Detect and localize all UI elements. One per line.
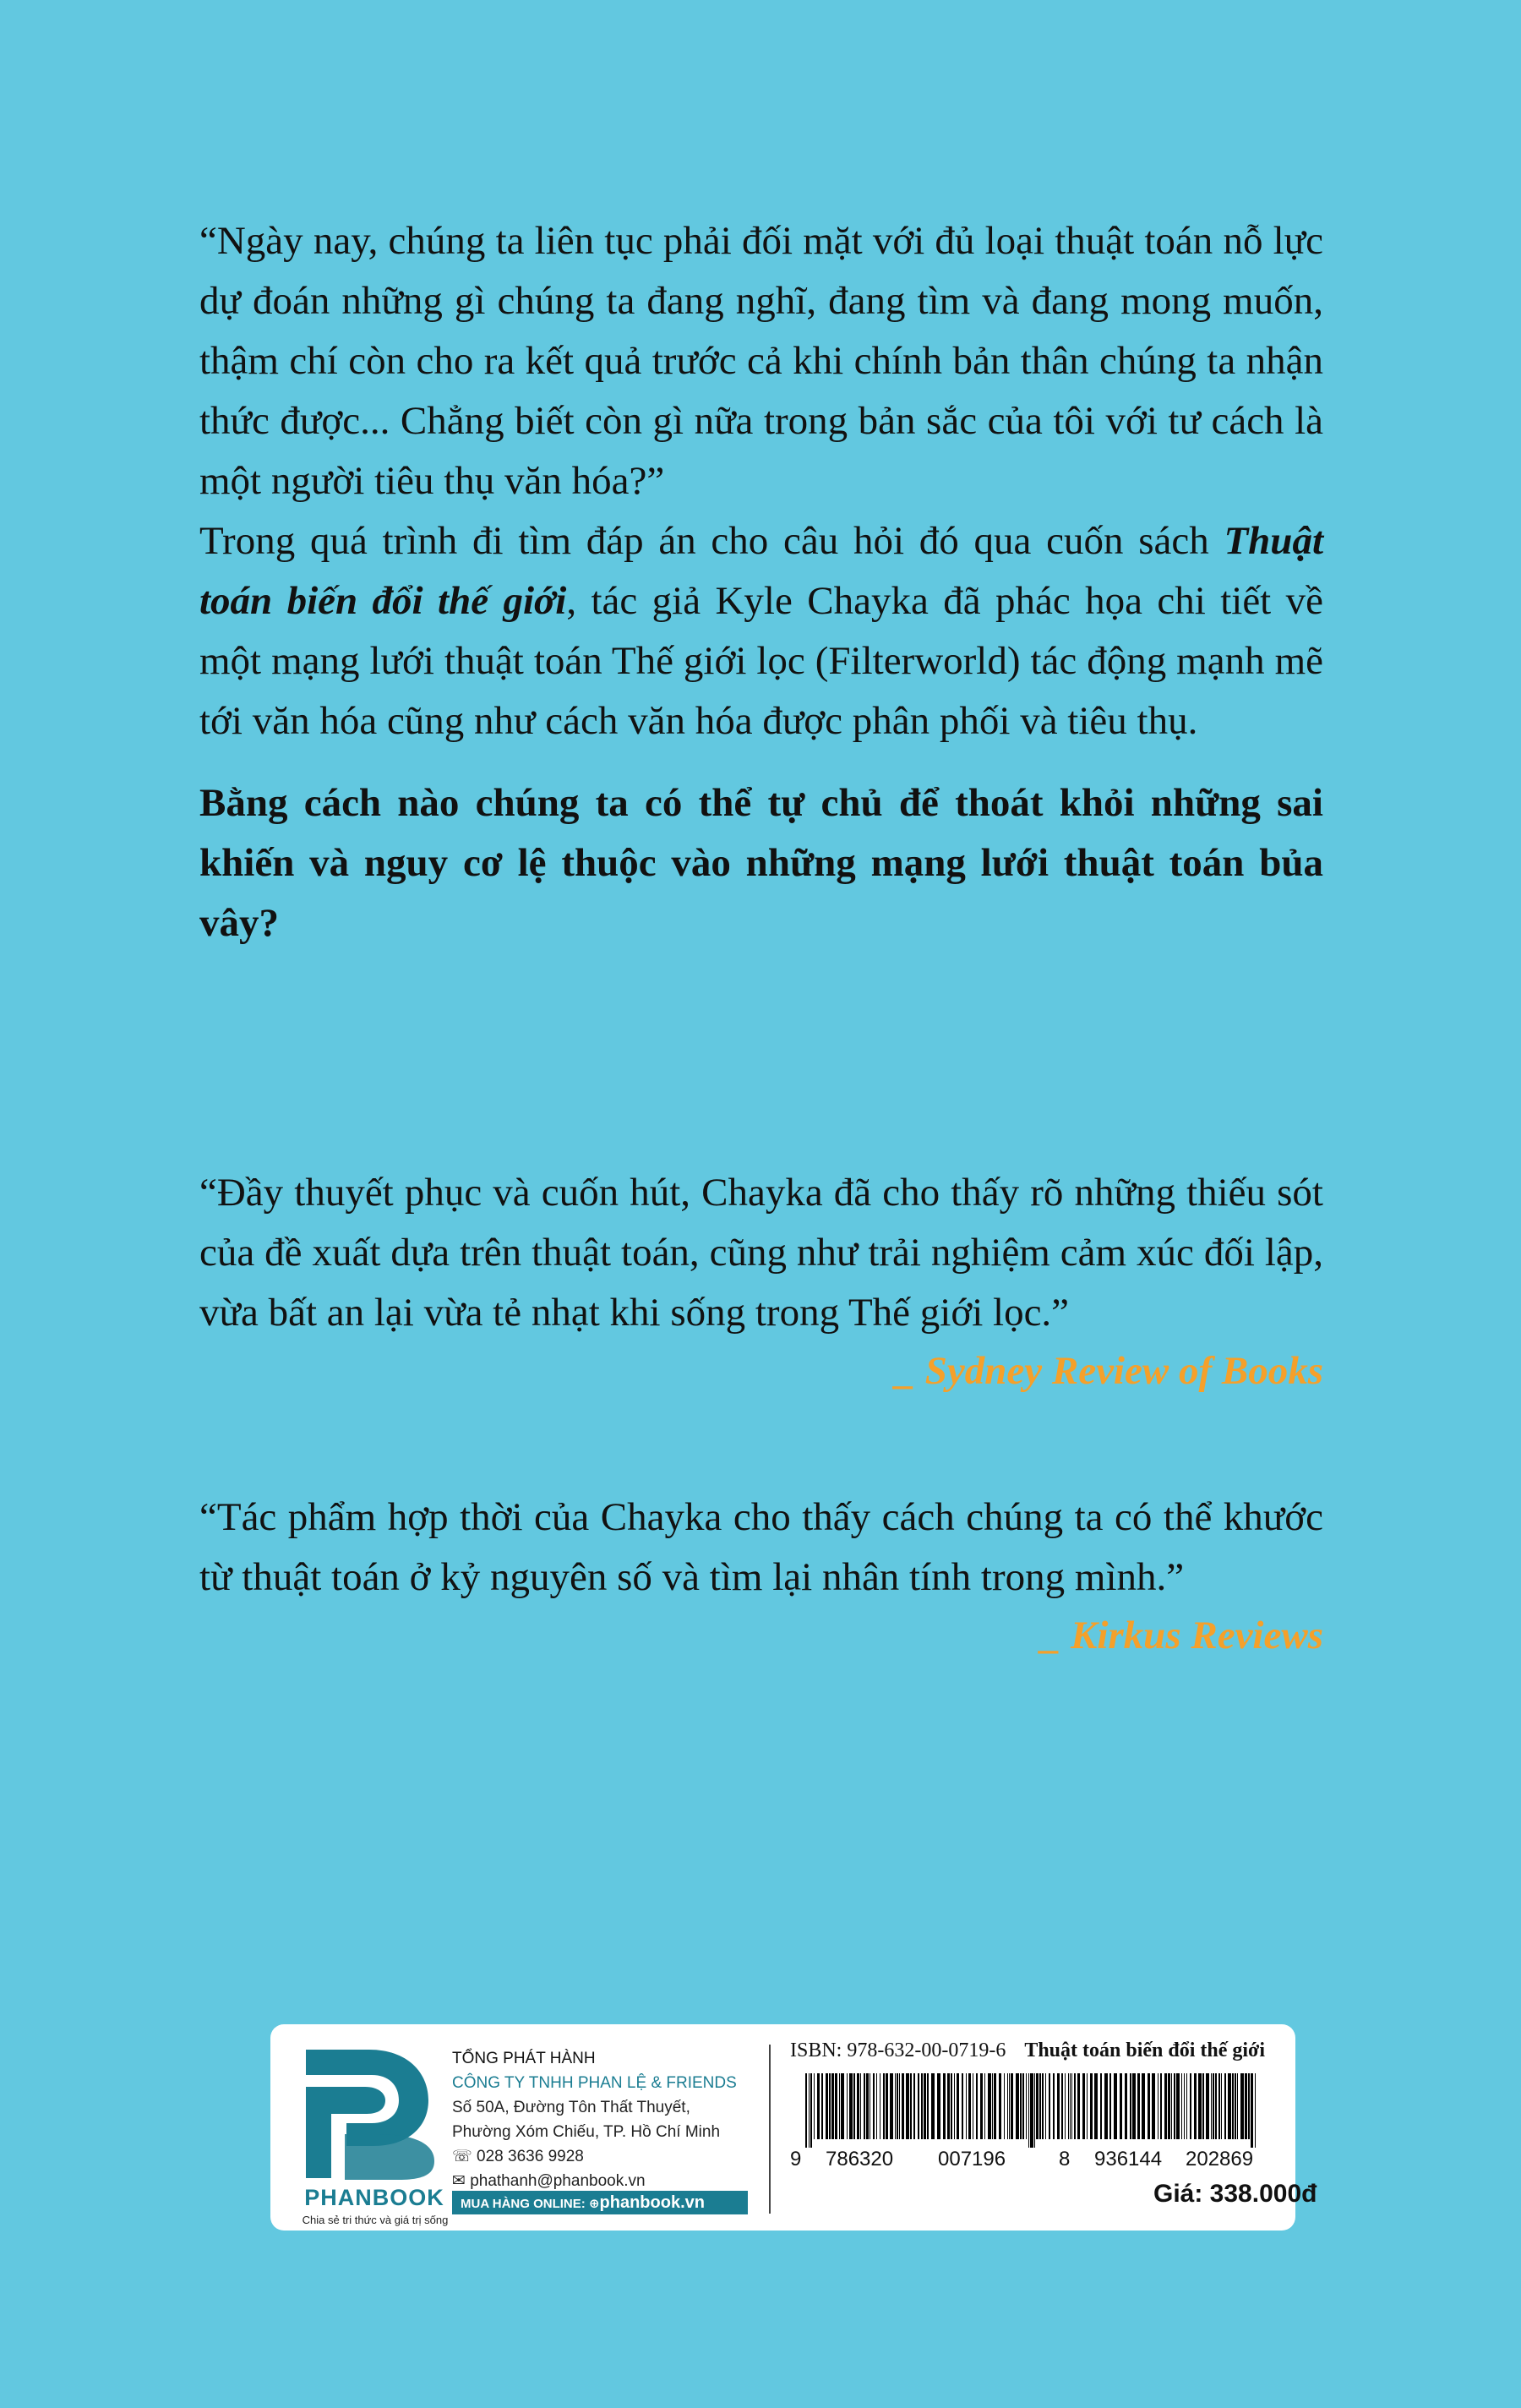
review-quote: “Đầy thuyết phục và cuốn hút, Chayka đã cho thấy rõ những thiếu sót của đề xuất dựa trên thuật toán, cũng như trải nghiệm cảm xúc đối lập, vừa bất an lại vừa tẻ nhạt khi sống trong Thế giới lọc.” (199, 1171, 1323, 1335)
barcode-bar (1184, 2073, 1185, 2139)
barcode-bar (927, 2073, 929, 2139)
email-line (452, 2169, 773, 2193)
address-line-2: Phường Xóm Chiếu, TP. Hồ Chí Minh (452, 2123, 721, 2141)
barcode-bar (1221, 2073, 1222, 2139)
barcode-bar (1007, 2073, 1008, 2139)
barcode-bar (1120, 2073, 1122, 2139)
barcode-digit-group: 9 (790, 2148, 802, 2170)
barcode-bar (1053, 2073, 1055, 2139)
barcode-bar (886, 2073, 888, 2139)
barcode-bar (1020, 2073, 1022, 2139)
barcode-bar (1213, 2073, 1214, 2139)
barcode-bar (1125, 2073, 1127, 2139)
barcode-bar (829, 2073, 831, 2139)
distributor-label: TỔNG PHÁT HÀNH (452, 2050, 596, 2067)
shop-online-bar[interactable] (452, 2191, 748, 2214)
barcode-bar (1251, 2073, 1253, 2148)
barcode-bar (951, 2073, 952, 2139)
barcode-bar (1248, 2073, 1250, 2139)
barcode-bar (937, 2073, 940, 2139)
barcode-bar (1022, 2073, 1024, 2139)
barcode-bar (918, 2073, 919, 2139)
barcode-bar (1094, 2073, 1098, 2139)
barcode-bar (1087, 2073, 1088, 2139)
barcode-bar (841, 2073, 844, 2139)
barcode-bar (992, 2073, 993, 2139)
barcode-graphic (805, 2073, 1262, 2148)
barcode-bar (910, 2073, 912, 2139)
barcode-bar (1036, 2073, 1039, 2139)
barcode-bar (1028, 2073, 1029, 2148)
barcode-bar (805, 2073, 807, 2148)
review-source: _ Sydney Review of Books (895, 1349, 1323, 1393)
barcode-bar (980, 2073, 983, 2139)
barcode-bar (999, 2073, 1001, 2139)
address-line-1: Số 50A, Đường Tôn Thất Thuyết, (452, 2099, 690, 2116)
barcode-bar (1114, 2073, 1117, 2139)
barcode-digit-group: 007196 (938, 2148, 1006, 2170)
barcode-bar (1202, 2073, 1204, 2139)
barcode-bar (962, 2073, 963, 2139)
barcode-bar (988, 2073, 991, 2139)
barcode-bar (839, 2073, 840, 2139)
barcode-bar (1104, 2073, 1108, 2139)
barcode-bar (1218, 2073, 1220, 2139)
barcode-bar (817, 2073, 820, 2139)
barcode-bar (1224, 2073, 1226, 2139)
barcode-bar (1045, 2073, 1046, 2139)
barcode-bar (1152, 2073, 1155, 2139)
barcode-bar (831, 2073, 834, 2139)
barcode-bar (1049, 2073, 1050, 2139)
barcode-bar (1206, 2073, 1209, 2139)
barcode-bar (1194, 2073, 1197, 2139)
barcode-bar (1228, 2073, 1231, 2139)
barcode-bar (1026, 2073, 1027, 2139)
barcode-digit-group: 202869 (1186, 2148, 1254, 2170)
barcode-bar (1235, 2073, 1236, 2139)
barcode-bar (1034, 2073, 1035, 2148)
barcode-bar (1065, 2073, 1066, 2139)
book-title: Thuật toán biến đổi thế giới (199, 519, 1323, 623)
phone-line (452, 2144, 773, 2169)
intro-quote: “Ngày nay, chúng ta liên tục phải đối mặt với đủ loại thuật toán nỗ lực dự đoán những gì chúng ta đang nghĩ, đang tìm và đang mong muốn, thậm chí còn cho ra kết quả trước cả khi chính bản thân chúng ta nhận thức được... Chẳng biết còn gì nữa trong bản sắc của tôi với tư cách là một người tiêu thụ văn hóa?” (199, 219, 1323, 503)
barcode-bar (1009, 2073, 1010, 2139)
phone-number: 028 3636 9928 (477, 2148, 584, 2165)
barcode-bar (1255, 2073, 1256, 2148)
barcode-bar (913, 2073, 915, 2139)
barcode-bar (1042, 2073, 1044, 2139)
barcode-bar (835, 2073, 837, 2139)
globe-icon: ⊕ (588, 2197, 600, 2211)
barcode-bar (1109, 2073, 1111, 2139)
intro-para-start: Trong quá trình đi tìm đáp án cho câu hỏi đó qua cuốn sách (199, 519, 1224, 563)
barcode-bar (821, 2073, 823, 2139)
phanbook-logo (282, 2043, 451, 2224)
barcode-bar (1211, 2073, 1212, 2139)
barcode-bar (1237, 2073, 1238, 2139)
barcode-bar (1215, 2073, 1217, 2139)
phone-icon: ☏ (452, 2148, 472, 2165)
barcode-bar (1164, 2073, 1167, 2139)
intro-para-end: , tác giả Kyle Chayka đã phác họa chi tiết về một mạng lưới thuật toán Thế giới lọc (Filterworld) tác động mạnh mẽ tới văn hóa cũng như cách văn hóa được phân phối và tiêu thụ. (199, 579, 1323, 743)
barcode-bar (1232, 2073, 1234, 2139)
isbn: ISBN: 978-632-00-0719-6 (790, 2039, 1006, 2061)
barcode-bar (864, 2073, 865, 2139)
barcode-bar (1082, 2073, 1085, 2139)
barcode-bar (1240, 2073, 1244, 2139)
barcode-area (782, 2039, 1317, 2217)
mail-icon: ✉ (452, 2172, 466, 2190)
barcode-bar (876, 2073, 877, 2139)
barcode-digit-group: 8 (1059, 2148, 1071, 2170)
barcode-bar (1160, 2073, 1162, 2139)
barcode-bar (906, 2073, 909, 2139)
intro-paragraph (199, 511, 1323, 751)
barcode-bar (924, 2073, 926, 2139)
barcode-bar (1057, 2073, 1060, 2139)
barcode-bar (857, 2073, 859, 2139)
barcode-bar (1186, 2073, 1187, 2139)
barcode-bar (1074, 2073, 1076, 2139)
review-quote: “Tác phẩm hợp thời của Chayka cho thấy cách chúng ta có thể khước từ thuật toán ở kỷ nguyên số và tìm lại nhân tính trong mình.” (199, 1495, 1323, 1599)
barcode-bar (1132, 2073, 1136, 2139)
barcode-bar (1176, 2073, 1180, 2139)
barcode-bar (1004, 2073, 1005, 2139)
barcode-bar (931, 2073, 935, 2139)
barcode-bar (1130, 2073, 1131, 2139)
barcode-bar (976, 2073, 978, 2139)
barcode-bar (1190, 2073, 1191, 2139)
barcode-bar (921, 2073, 923, 2139)
intro-section (199, 211, 1323, 953)
publisher-info-card (270, 2024, 1317, 2231)
barcode-bar (1174, 2073, 1175, 2139)
email-address: phathanh@phanbook.vn (470, 2172, 646, 2190)
review-2 (199, 1488, 1323, 1666)
price: Giá: 338.000đ (1153, 2180, 1317, 2208)
barcode-bar (1142, 2073, 1145, 2139)
barcode-bar (1061, 2073, 1063, 2139)
barcode-digit-group: 936144 (1094, 2148, 1163, 2170)
barcode-bar (1039, 2073, 1041, 2139)
barcode-bar (866, 2073, 869, 2139)
barcode-digit-group: 786320 (826, 2148, 894, 2170)
isbn-line (790, 2039, 1265, 2062)
barcode-bar (968, 2073, 971, 2139)
brand-tagline: Chia sẻ tri thức và giá trị sống (302, 2214, 449, 2226)
brand-name: PHANBOOK (304, 2185, 444, 2210)
barcode-bar (853, 2073, 855, 2139)
barcode-bar (899, 2073, 900, 2139)
barcode-bar (860, 2073, 861, 2139)
barcode-bar (1090, 2073, 1093, 2139)
barcode-bar (1100, 2073, 1102, 2139)
barcode-bar (966, 2073, 967, 2139)
barcode-bar (1148, 2073, 1150, 2139)
publisher-details (452, 2046, 773, 2193)
review-source: _ Kirkus Reviews (1040, 1614, 1323, 1657)
barcode-bar (1068, 2073, 1069, 2139)
phanbook-logo-icon (297, 2043, 441, 2182)
barcode-bar (1070, 2073, 1071, 2139)
barcode-bar (826, 2073, 828, 2139)
barcode-bar (1030, 2073, 1033, 2148)
shop-url[interactable]: phanbook.vn (599, 2193, 705, 2212)
barcode-bar (947, 2073, 950, 2139)
barcode-bar (1171, 2073, 1172, 2139)
barcode-bar (873, 2073, 875, 2139)
barcode-bar (810, 2073, 812, 2148)
barcode-bar (883, 2073, 885, 2139)
barcode-bar (890, 2073, 893, 2139)
barcode-bar (847, 2073, 848, 2139)
barcode-bar (1181, 2073, 1182, 2139)
barcode-bar (1071, 2073, 1072, 2139)
barcode-bar (814, 2073, 815, 2139)
barcode-bar (1077, 2073, 1080, 2139)
shop-label: MUA HÀNG ONLINE: (461, 2197, 586, 2211)
review-1 (199, 1163, 1323, 1401)
barcode-bar (809, 2073, 810, 2148)
barcode-bar (1245, 2073, 1247, 2139)
barcode-bar (954, 2073, 955, 2139)
barcode-bar (1198, 2073, 1202, 2139)
barcode-bar (1137, 2073, 1140, 2139)
key-question: Bằng cách nào chúng ta có thể tự chủ để thoát khỏi những sai khiến và nguy cơ lệ thuộc vào những mạng lưới thuật toán bủa vây? (199, 781, 1323, 945)
barcode-bar (994, 2073, 996, 2139)
barcode-bar (957, 2073, 959, 2139)
barcode-bar (897, 2073, 898, 2139)
company-name: CÔNG TY TNHH PHAN LỆ & FRIENDS (452, 2074, 737, 2092)
barcode-bar (1011, 2073, 1013, 2139)
barcode-bar (902, 2073, 904, 2139)
barcode-bar (1016, 2073, 1019, 2139)
barcode-bar (849, 2073, 853, 2139)
barcode-bar (895, 2073, 896, 2139)
barcode-bar (984, 2073, 985, 2139)
divider (769, 2045, 771, 2214)
barcode-bar (943, 2073, 946, 2139)
barcode-bar (1168, 2073, 1170, 2139)
barcode-book-title: Thuật toán biến đổi thế giới (1024, 2039, 1266, 2061)
